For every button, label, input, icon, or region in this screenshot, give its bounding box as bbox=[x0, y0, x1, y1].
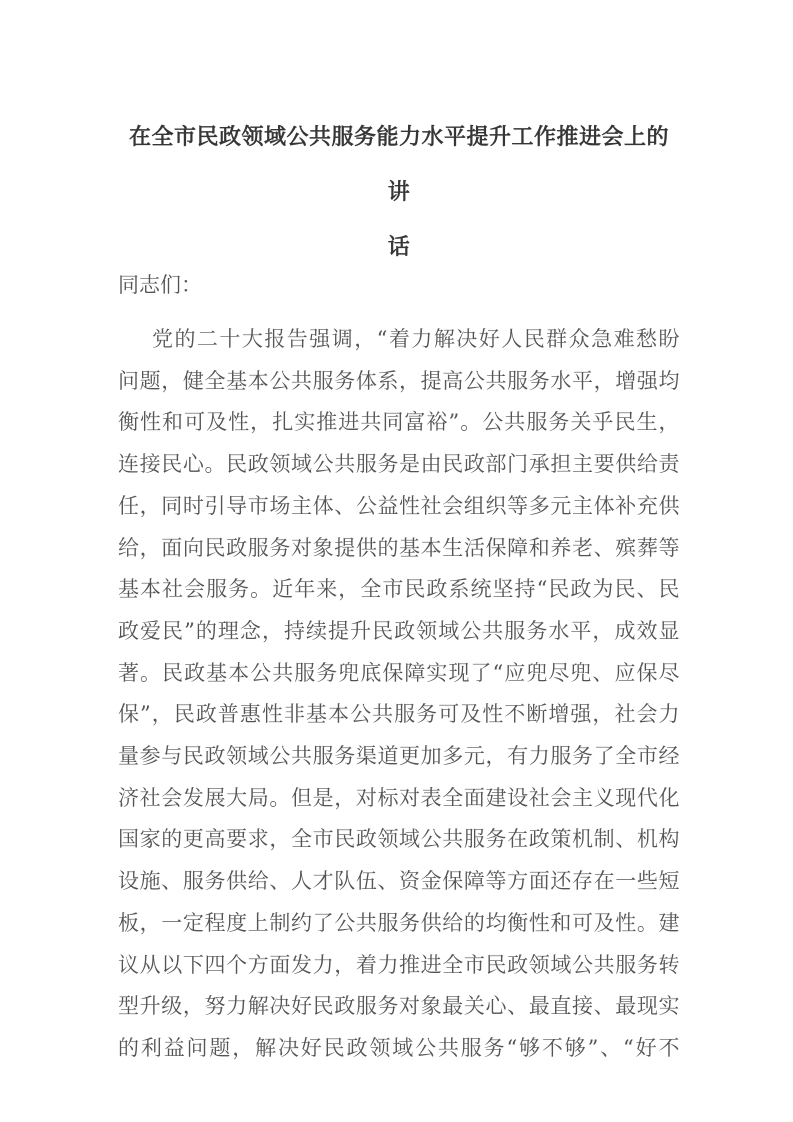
text-line: 连接民心。民政领域公共服务是由民政部门承担主要供给责 bbox=[118, 452, 680, 477]
text-line: 济社会发展大局。但是，对标对表全面建设社会主义现代化 bbox=[118, 785, 680, 810]
text-line: 的利益问题，解决好民政领域公共服务“够不够”、“好不 bbox=[118, 1035, 680, 1060]
document-title bbox=[118, 110, 680, 275]
text-line: 量参与民政领域公共服务渠道更加多元，有力服务了全市经 bbox=[118, 744, 680, 769]
text-line: 政爱民”的理念，持续提升民政领域公共服务水平，成效显 bbox=[118, 618, 680, 643]
document-content bbox=[118, 0, 680, 1070]
text-line: 国家的更高要求，全市民政领域公共服务在政策机制、机构 bbox=[118, 827, 680, 852]
text-line: 给，面向民政服务对象提供的基本生活保障和养老、殡葬等 bbox=[118, 535, 680, 560]
text-line: 设施、服务供给、人才队伍、资金保障等方面还存在一些短 bbox=[118, 869, 680, 894]
text-line: 任，同时引导市场主体、公益性社会组织等多元主体补充供 bbox=[118, 493, 680, 518]
text-line: 型升级，努力解决好民政服务对象最关心、最直接、最现实 bbox=[118, 994, 680, 1019]
text-line: 保”，民政普惠性非基本公共服务可及性不断增强，社会力 bbox=[118, 702, 680, 727]
text-line: 党的二十大报告强调，“着力解决好人民群众急难愁盼 bbox=[152, 327, 680, 351]
text-line: 著。民政基本公共服务兜底保障实现了“应兜尽兜、应保尽 bbox=[118, 660, 680, 685]
salutation: 同志们： bbox=[118, 273, 202, 297]
title-line-2: 话 bbox=[387, 234, 411, 260]
text-line: 问题，健全基本公共服务体系，提高公共服务水平，增强均 bbox=[118, 368, 680, 393]
text-line: 基本社会服务。近年来，全市民政系统坚持“民政为民、民 bbox=[118, 577, 680, 602]
text-line: 议从以下四个方面发力，着力推进全市民政领域公共服务转 bbox=[118, 952, 680, 977]
text-line: 板，一定程度上制约了公共服务供给的均衡性和可及性。建 bbox=[118, 910, 680, 935]
body-paragraph bbox=[118, 319, 680, 1070]
title-line-1: 在全市民政领域公共服务能力水平提升工作推进会上的讲 bbox=[128, 124, 669, 205]
text-line: 衡性和可及性，扎实推进共同富裕”。公共服务关乎民生， bbox=[118, 410, 680, 435]
